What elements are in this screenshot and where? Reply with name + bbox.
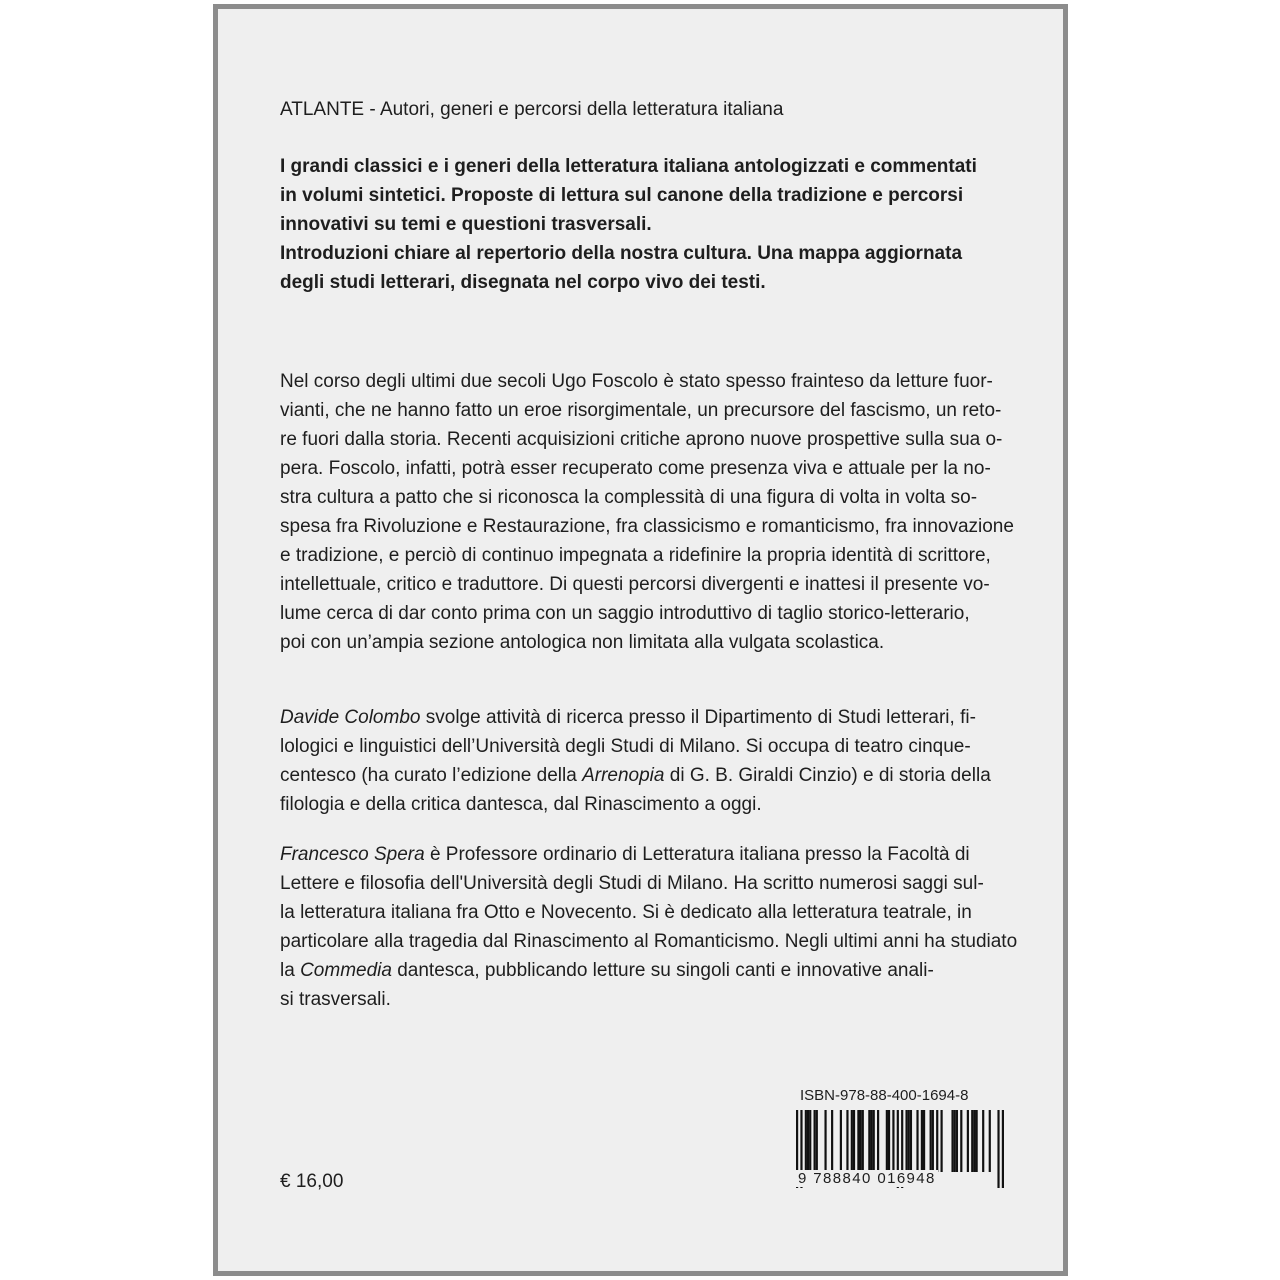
barcode-bar [857,1110,859,1172]
work-title: Commedia [300,960,392,981]
barcode-bar [888,1110,890,1172]
body-line: stra cultura a patto che si riconosca la complessità di una figura di volta in volta so- [280,487,978,508]
author-name: Francesco Spera [280,844,425,865]
bio-text: lologici e linguistici dell’Università degli Studi di Milano. Si occupa di teatro cinque- [280,736,971,757]
author-bio-spera [280,840,1017,1014]
bio-text: particolare alla tragedia dal Rinascimento al Romanticismo. Negli ultimi anni ha studiato [280,931,1018,952]
body-line: Nel corso degli ultimi due secoli Ugo Foscolo è stato spesso frainteso da letture fuor- [280,371,993,392]
barcode-bar [982,1110,984,1172]
bio-text: svolge attività di ricerca presso il Dipartimento di Studi letterari, fi- [420,707,976,728]
isbn-label: ISBN-978-88-400-1694-8 [800,1087,969,1104]
bio-text: la letteratura italiana fra Otto e Novecento. Si è dedicato alla letteratura teatrale, in [280,902,972,923]
barcode-bar [989,1110,991,1172]
book-description [280,367,1014,657]
bio-text: filologia e della critica dantesca, dal Rinascimento a oggi. [280,794,762,815]
body-line: intellettuale, critico e traduttore. Di questi percorsi divergenti e inattesi il presente vo- [280,574,990,595]
intro-line: in volumi sintetici. Proposte di lettura sul canone della tradizione e percorsi [280,185,964,206]
series-title: ATLANTE - Autori, generi e percorsi della letteratura italiana [280,99,784,120]
barcode-bar [846,1110,848,1172]
barcode-bar [976,1110,978,1172]
barcode-digits: 9 788840 016948 [798,1170,936,1187]
barcode-bar [954,1110,956,1172]
barcode-bar [908,1110,910,1172]
intro-line: degli studi letterari, disegnata nel corpo vivo dei testi. [280,272,766,293]
series-description [280,152,977,297]
work-title: Arrenopia [582,765,665,786]
bio-text: è Professore ordinario di Letteratura italiana presso la Facoltà di [424,844,970,865]
barcode-bar [967,1110,969,1172]
barcode-bar [814,1110,816,1172]
barcode-bar [873,1110,875,1172]
barcode-bar [809,1110,811,1172]
barcode-bar [932,1110,934,1172]
intro-line: I grandi classici e i generi della letteratura italiana antologizzati e commentati [280,156,977,177]
body-line: spesa fra Rivoluzione e Restaurazione, fra classicismo e romanticismo, fra innovazione [280,516,1014,537]
barcode-bar [930,1110,932,1172]
barcode-bar [886,1110,888,1172]
price-label: € 16,00 [280,1171,344,1192]
body-line: re fuori dalla storia. Recenti acquisizioni critiche aprono nuove prospettive sulla sua o- [280,429,1003,450]
barcode-bar [840,1110,842,1172]
barcode-bar [807,1110,809,1172]
barcode-bar [997,1110,999,1188]
barcode-bar [923,1110,925,1172]
barcode-bar [971,1110,973,1172]
barcode-bar [936,1110,938,1172]
barcode-bar [870,1110,872,1172]
barcode-bar [805,1110,807,1172]
bio-text: dantesca, pubblicando letture su singoli canti e innovative anali- [391,960,934,981]
barcode-bar [973,1110,975,1172]
barcode-bar [916,1110,918,1172]
body-line: e tradizione, e perciò di continuo impegnata a ridefinire la propria identità di scrittore, [280,545,991,566]
bio-text: centesco (ha curato l’edizione della [280,765,583,786]
author-bio-colombo [280,703,991,819]
intro-line: Introduzioni chiare al repertorio della nostra cultura. Una mappa aggiornata [280,243,963,264]
body-line: lume cerca di dar conto prima con un saggio introduttivo di taglio storico-letterario, [280,603,970,624]
body-line: vianti, che ne hanno fatto un eroe risorgimentale, un precursore del fascismo, un reto- [280,400,1002,421]
barcode-bar [851,1110,853,1172]
barcode-bar [960,1110,962,1172]
bio-text: di G. B. Giraldi Cinzio) e di storia della [664,765,991,786]
barcode-bar [1002,1110,1004,1188]
barcode-bar [877,1110,879,1172]
barcode-bar [859,1110,861,1172]
barcode-bar [831,1110,833,1172]
intro-line: innovativi su temi e questioni trasversali. [280,214,652,235]
body-line: poi con un’ampia sezione antologica non limitata alla vulgata scolastica. [280,632,885,653]
barcode-bar [862,1110,864,1172]
barcode-bar [905,1110,907,1172]
barcode-bar [910,1110,912,1172]
barcode-bar [921,1110,923,1172]
barcode-bar [824,1110,826,1172]
barcode-bar [941,1110,943,1172]
body-line: pera. Foscolo, infatti, potrà esser recuperato come presenza viva e attuale per la no- [280,458,991,479]
barcode-bar [951,1110,953,1172]
barcode-bar [853,1110,855,1172]
barcode-bar [816,1110,818,1172]
barcode-bar [868,1110,870,1172]
barcode-bar [892,1110,894,1172]
barcode-bar [956,1110,958,1172]
bio-text: Lettere e filosofia dell'Università degli Studi di Milano. Ha scritto numerosi saggi sul- [280,873,984,894]
bio-text: si trasversali. [280,989,391,1010]
bio-text: la [280,960,301,981]
author-name: Davide Colombo [280,707,421,728]
